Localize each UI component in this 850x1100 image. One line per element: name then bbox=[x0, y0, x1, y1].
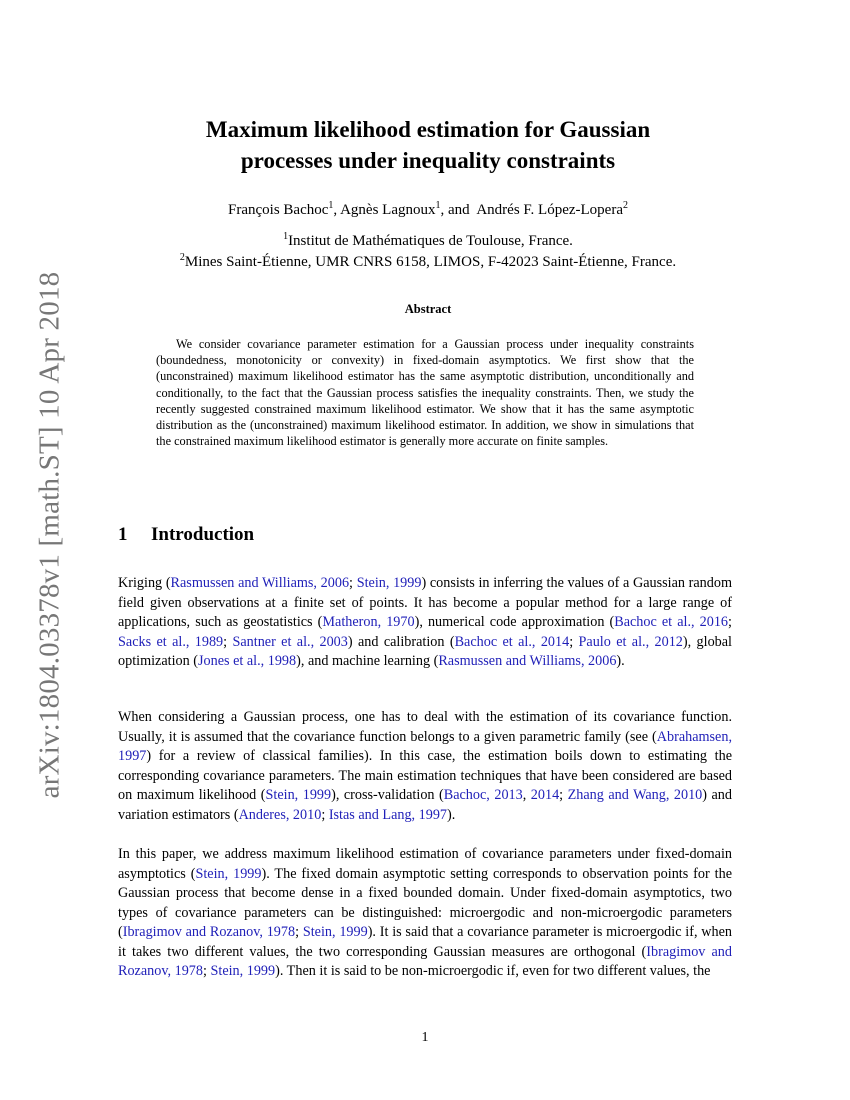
citation-link[interactable]: Rasmussen and Williams, 2006 bbox=[438, 653, 617, 669]
citation-link[interactable]: Rasmussen and Williams, 2006 bbox=[170, 575, 350, 591]
section-heading bbox=[118, 524, 254, 546]
text-run: When considering a Gaussian process, one has to deal with the estimation of its covariance function. Usually, it is assumed that the covariance function belongs to a given parametric family (see ( bbox=[118, 709, 732, 745]
text-run: ) for a review of classical families). In this case, the estimation boils down to estimating the corresponding covariance parameters. The main estimation techniques that have been considered are based on maximum likelihood ( bbox=[118, 748, 732, 803]
text-run: ). The fixed domain asymptotic setting corresponds to observation points for the Gaussian process that become dense in a fixed bounded domain. Under fixed-domain asymptotics, two types of covariance parameters can be distinguished: microergodic and non-microergodic parameters ( bbox=[118, 865, 732, 940]
affiliation-text: Institut de Mathématiques de Toulouse, France. bbox=[288, 233, 573, 249]
affiliation-mark: 1 bbox=[283, 231, 289, 242]
citation-link[interactable]: Stein, 1999 bbox=[302, 924, 368, 940]
citation-link[interactable]: Stein, 1999 bbox=[356, 575, 422, 591]
affiliation-mark: 2 bbox=[623, 200, 628, 211]
citation-link[interactable]: 2014 bbox=[530, 787, 560, 803]
text-run: ) consists in inferring the values of a Gaussian random field given observations at a finite set of points. It has become a popular method for a large range of applications, such as geostatistics ( bbox=[118, 575, 732, 630]
affiliation-1 bbox=[100, 233, 756, 250]
text-run: ), numerical code approximation ( bbox=[414, 614, 615, 630]
text-run: In this paper, we address maximum likelihood estimation of covariance parameters under fixed-domain asymptotics ( bbox=[118, 846, 732, 882]
citation-link[interactable]: Stein, 1999 bbox=[195, 865, 262, 882]
author-name: François Bachoc bbox=[228, 202, 329, 218]
text-run: ; bbox=[202, 963, 211, 979]
section-number: 1 bbox=[118, 524, 128, 545]
text-run: ; bbox=[321, 806, 329, 823]
citation-link[interactable]: Bachoc et al., 2014 bbox=[454, 633, 570, 650]
citation-link[interactable]: Abrahamsen, 1997 bbox=[118, 728, 732, 764]
text-run: ). bbox=[616, 653, 625, 669]
text-run: ; bbox=[569, 633, 579, 650]
text-run: ), and machine learning ( bbox=[296, 653, 439, 669]
text-run: ; bbox=[295, 924, 303, 940]
text-run: ). Then it is said to be non-microergodic if, even for two different values, the bbox=[275, 963, 711, 979]
affiliation-text: Mines Saint-Étienne, UMR CNRS 6158, LIMOS, F-42023 Saint-Étienne, France. bbox=[184, 254, 677, 270]
text-run: ). bbox=[447, 806, 456, 823]
text-run: , bbox=[522, 787, 531, 803]
citation-link[interactable]: Zhang and Wang, 2010 bbox=[567, 787, 703, 803]
abstract-heading: Abstract bbox=[404, 302, 452, 316]
title-line-2: processes under inequality constraints bbox=[240, 148, 616, 173]
text-run: Kriging ( bbox=[118, 575, 171, 591]
citation-link[interactable]: Jones et al., 1998 bbox=[198, 653, 297, 669]
citation-link[interactable]: Stein, 1999 bbox=[210, 963, 276, 979]
text-run: ; bbox=[728, 614, 732, 630]
arxiv-identifier-stamp: arXiv:1804.03378v1 [math.ST] 10 Apr 2018 bbox=[33, 271, 66, 799]
intro-paragraph-2 bbox=[118, 708, 732, 825]
author-name: Agnès Lagnoux bbox=[340, 202, 436, 218]
citation-link[interactable]: Sacks et al., 1989 bbox=[118, 633, 224, 650]
text-run: ). It is said that a covariance parameter is microergodic if, when it takes two different values, the two corresponding Gaussian measures are orthogonal ( bbox=[118, 924, 733, 960]
text-run: ), global optimization ( bbox=[118, 633, 732, 669]
citation-link[interactable]: Paulo et al., 2012 bbox=[578, 633, 683, 650]
affiliation-mark: 2 bbox=[179, 252, 185, 263]
citation-link[interactable]: Ibragimov and Rozanov, 1978 bbox=[122, 924, 296, 940]
citation-link[interactable]: Matheron, 1970 bbox=[322, 614, 415, 630]
citation-link[interactable]: Ibragimov and Rozanov, 1978 bbox=[118, 943, 732, 979]
affiliation-2 bbox=[100, 254, 756, 271]
intro-paragraph-3 bbox=[118, 845, 732, 982]
text-run: ) and variation estimators ( bbox=[118, 787, 732, 823]
citation-link[interactable]: Santner et al., 2003 bbox=[232, 633, 348, 650]
section-title: Introduction bbox=[151, 524, 255, 545]
citation-link[interactable]: Anderes, 2010 bbox=[238, 806, 322, 823]
page-number: 1 bbox=[421, 1030, 429, 1045]
text-run: ; bbox=[349, 575, 357, 591]
affiliation-mark: 1 bbox=[328, 200, 334, 211]
citation-link[interactable]: Istas and Lang, 1997 bbox=[328, 806, 448, 823]
text-run: ), cross-validation ( bbox=[331, 787, 444, 803]
affiliation-mark: 1 bbox=[435, 200, 441, 211]
citation-link[interactable]: Bachoc et al., 2016 bbox=[614, 614, 729, 630]
paper-title bbox=[118, 114, 738, 176]
citation-link[interactable]: Bachoc, 2013 bbox=[443, 787, 523, 803]
title-line-1: Maximum likelihood estimation for Gaussian bbox=[205, 117, 651, 142]
author-name: Andrés F. López-Lopera bbox=[476, 202, 623, 218]
author-list: François Bachoc$^1$, Agnès Lagnoux$^1$, and Andrés F. López-Lopera$^2$ bbox=[228, 200, 628, 218]
abstract-body: We consider covariance parameter estimation for a Gaussian process under inequality constraints (boundedness, monotonicity or convexity) in fixed-domain asymptotics. We first show that the (unconstrained) maximum likelihood estimator has the same asymptotic distribution, unconditionally and conditionally, to the fact that the Gaussian process satisfies the inequality constraints. Then, we study the recently suggested constrained maximum likelihood estimator. We show that it has the same asymptotic distribution as the (unconstrained) maximum likelihood estimator. In addition, we show in simulations that the constrained maximum likelihood estimator is generally more accurate on finite samples. bbox=[156, 337, 694, 449]
text-run: ; bbox=[223, 633, 233, 650]
intro-paragraph-1 bbox=[118, 574, 732, 672]
citation-link[interactable]: Stein, 1999 bbox=[265, 787, 332, 803]
text-run: ) and calibration ( bbox=[347, 633, 455, 650]
text-run: ; bbox=[559, 787, 568, 803]
